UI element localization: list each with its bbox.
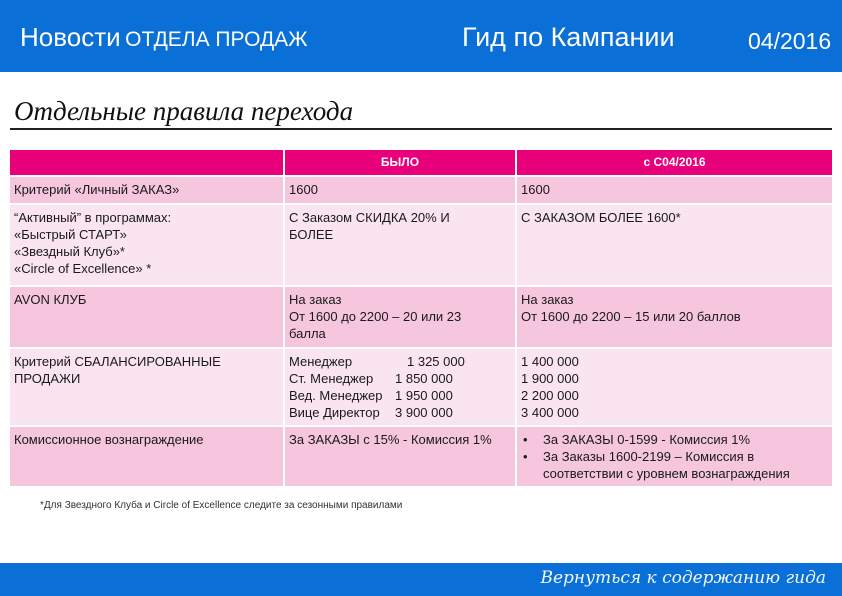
cell-was	[284, 176, 516, 204]
table-row-commission	[10, 426, 832, 486]
cell-text: балла	[289, 326, 326, 341]
newsletter-title-big: Новости	[20, 22, 121, 52]
table-row-balanced-sales	[10, 348, 832, 426]
cell-criterion	[10, 348, 284, 426]
cell-text: Критерий СБАЛАНСИРОВАННЫЕ	[14, 354, 221, 369]
cell-text: «Звездный Клуб»*	[14, 244, 125, 259]
cell-now	[516, 286, 832, 348]
table-row-personal-order	[10, 176, 832, 204]
cell-text: 3 400 000	[521, 405, 579, 420]
newsletter-title-small: ОТДЕЛА ПРОДАЖ	[125, 28, 308, 51]
cell-was	[284, 426, 516, 486]
page-title: Отдельные правила перехода	[14, 96, 354, 126]
list-item: • За ЗАКАЗЫ 0-1599 - Комиссия 1%	[521, 431, 828, 448]
title-divider	[10, 128, 832, 130]
manager-level-row	[289, 353, 511, 370]
manager-role: Вице Директор	[289, 405, 380, 420]
manager-role: Ст. Менеджер	[289, 371, 374, 386]
column-header-criterion	[10, 150, 284, 176]
manager-level-row	[289, 370, 511, 387]
cell-criterion	[10, 286, 284, 348]
cell-text: 1600	[521, 182, 550, 197]
cell-was	[284, 348, 516, 426]
cell-text: 1 400 000	[521, 354, 579, 369]
column-header-was: БЫЛО	[284, 150, 516, 176]
cell-text: ПРОДАЖИ	[14, 371, 81, 386]
table-row-active	[10, 204, 832, 286]
cell-text: “Активный” в программах:	[14, 210, 172, 225]
cell-text: От 1600 до 2200 – 15 или 20 баллов	[521, 309, 741, 324]
manager-threshold: 1 850 000	[395, 371, 453, 386]
manager-level-row	[289, 404, 511, 421]
cell-now	[516, 204, 832, 286]
cell-text: «Быстрый СТАРТ»	[14, 227, 127, 242]
transition-rules-table	[10, 150, 832, 486]
header-bar	[0, 0, 842, 72]
footnote: *Для Звездного Клуба и Circle of Excellence следите за сезонными правилами	[40, 500, 403, 511]
manager-level-row	[289, 387, 511, 404]
cell-text: На заказ	[289, 292, 342, 307]
list-item: • За Заказы 1600-2199 – Комиссия в соответствии с уровнем вознаграждения	[521, 448, 828, 482]
cell-now	[516, 348, 832, 426]
cell-criterion	[10, 204, 284, 286]
cell-now	[516, 426, 832, 486]
cell-text: БОЛЕЕ	[289, 227, 334, 242]
cell-text: С ЗАКАЗОМ БОЛЕЕ 1600*	[521, 210, 681, 225]
cell-now	[516, 176, 832, 204]
manager-role: Вед. Менеджер	[289, 388, 383, 403]
campaign-number: 04/2016	[748, 28, 832, 54]
cell-criterion	[10, 426, 284, 486]
cell-text: 1 900 000	[521, 371, 579, 386]
commission-list	[521, 431, 828, 482]
cell-text: На заказ	[521, 292, 574, 307]
cell-text: Комиссионное вознаграждение	[14, 432, 204, 447]
cell-text: С Заказом СКИДКА 20% И	[289, 210, 450, 225]
cell-text: Критерий «Личный ЗАКАЗ»	[14, 182, 180, 197]
manager-role: Менеджер	[289, 354, 353, 369]
guide-title: Гид по Кампании	[462, 22, 675, 52]
cell-criterion	[10, 176, 284, 204]
cell-text: От 1600 до 2200 – 20 или 23	[289, 309, 462, 324]
manager-threshold: 1 950 000	[395, 388, 453, 403]
manager-threshold: 1 325 000	[407, 354, 465, 369]
cell-text: 1600	[289, 182, 318, 197]
cell-text: AVON КЛУБ	[14, 292, 87, 307]
footer-bar	[0, 563, 842, 596]
newsletter-title	[20, 22, 308, 53]
table-header-row	[10, 150, 832, 176]
column-header-now: с С04/2016	[516, 150, 832, 176]
cell-was	[284, 204, 516, 286]
manager-threshold: 3 900 000	[395, 405, 453, 420]
table-row-avon-club	[10, 286, 832, 348]
back-to-contents-link[interactable]: Вернуться к содержанию гида	[540, 568, 826, 588]
cell-text: «Circle of Excellence» *	[14, 261, 152, 276]
cell-was	[284, 286, 516, 348]
cell-text: За ЗАКАЗЫ с 15% - Комиссия 1%	[289, 432, 492, 447]
cell-text: 2 200 000	[521, 388, 579, 403]
